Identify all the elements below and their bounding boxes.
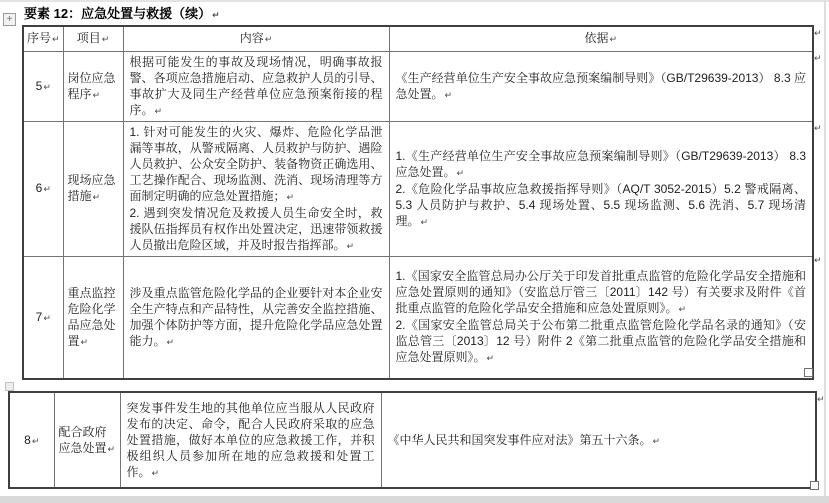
table-resize-handle-icon[interactable] (804, 368, 813, 377)
cell-row8-content[interactable]: 突发事件发生地的其他单位应当服从人民政府发布的决定、命令，配合人民政府采取的应急处置措施，做好本单位的应急救援工作，并积极组织人员参加所在地的应急救援和处置工作。↵ (120, 392, 381, 488)
table-row (9, 392, 816, 488)
end-of-row-mark: ↵ (814, 255, 822, 265)
cell-row5-no[interactable]: 5↵ (23, 51, 63, 121)
cell-row5-content[interactable]: 根据可能发生的事故及现场情况，明确事故报警、各项应急措施启动、应急救护人员的引导、事故扩大及同生产经营单位应急预案衔接的程序。↵ (123, 51, 389, 121)
cell-row7-content[interactable]: 涉及重点监管危险化学品的企业要针对本企业安全生产特点和产品特性，从完善安全监控措施、加强个体防护等方面，提升危险化学品应急处置能力。↵ (123, 256, 389, 379)
end-of-row-mark: ↵ (814, 53, 822, 63)
header-cell-content[interactable]: 内容↵ (123, 26, 389, 51)
cell-row5-basis[interactable]: 《生产经营单位生产安全事故应急预案编制导则》（GB/T29639-2013） 8.3 应急处置。↵ (389, 51, 813, 121)
cell-row7-no[interactable]: 7↵ (23, 256, 63, 379)
cell-row8-item[interactable]: 配合政府应急处置↵ (54, 392, 120, 488)
end-of-row-mark: ↵ (814, 123, 822, 133)
government-coordination-table (8, 391, 817, 489)
cell-row6-content[interactable]: 1. 针对可能发生的火灾、爆炸、危险化学品泄漏等事故，从警戒隔离、人员救护与防护、遇险人员救护、公众安全防护、装备物资正确选用、工艺操作配合、现场监测、洗消、现场清理等方面制定明确的应急处置措施；↵ 2. 遇到突发情况危及救援人员生命安全时，救援队伍指挥员有权作出处置决定，迅速带领救援人员撤出危险区域，并及时报告指挥部。↵ (123, 121, 389, 256)
page-bottom-edge (0, 496, 829, 503)
cell-row7-basis[interactable]: 1.《国家安全监管总局办公厅关于印发首批重点监管的危险化学品安全措施和应急处置原则的通知》（安监总厅管三〔2011〕142 号）有关要求及附件《首批重点监管的危险化学品安全措施和应急处置原则》。↵ 2.《国家安全监管总局关于公布第二批重点监管危险化学品名录的通知》（安监总管三〔2013〕12 号）附件 2《第二批重点监管的危险化学品安全措施和应急处置原则》。↵ (389, 256, 813, 379)
cell-row8-no[interactable]: 8↵ (9, 392, 54, 488)
section-title[interactable]: 要素 12：应急处置与救援（续）↵ (24, 6, 220, 21)
end-of-row-mark: ↵ (814, 28, 822, 38)
table-row (23, 121, 813, 256)
cell-row6-item[interactable]: 现场应急措施↵ (63, 121, 123, 256)
cell-row8-basis[interactable]: 《中华人民共和国突发事件应对法》第五十六条。↵ (381, 392, 816, 488)
table-move-handle-icon[interactable]: + (3, 13, 16, 26)
header-row (23, 26, 813, 51)
cell-row5-item[interactable]: 岗位应急程序↵ (63, 51, 123, 121)
table-row (23, 256, 813, 379)
cell-row6-no[interactable]: 6↵ (23, 121, 63, 256)
header-cell-no[interactable]: 序号↵ (23, 26, 63, 51)
cell-row6-basis[interactable]: 1.《生产经营单位生产安全事故应急预案编制导则》（GB/T29639-2013） 8.3 应急处置。↵ 2.《危险化学品事故应急救援指挥导则》（AQ/T 3052-2015）5.2 警戒隔离、5.3 人员防护与救护、5.4 现场处置、5.5 现场监测、5.6 洗消、5.7 现场清理。↵ (389, 121, 813, 256)
table-resize-handle-icon[interactable] (810, 481, 819, 490)
emergency-response-table (22, 25, 814, 380)
header-cell-item[interactable]: 项目↵ (63, 26, 123, 51)
table2-corner-handle-icon[interactable] (5, 382, 14, 391)
page-top-edge (0, 0, 829, 2)
cell-row7-item[interactable]: 重点监控危险化学品应急处置↵ (63, 256, 123, 379)
table-row (23, 51, 813, 121)
header-cell-basis[interactable]: 依据↵ (389, 26, 813, 51)
page-right-edge (824, 0, 826, 496)
end-of-row-mark: ↵ (817, 394, 825, 404)
